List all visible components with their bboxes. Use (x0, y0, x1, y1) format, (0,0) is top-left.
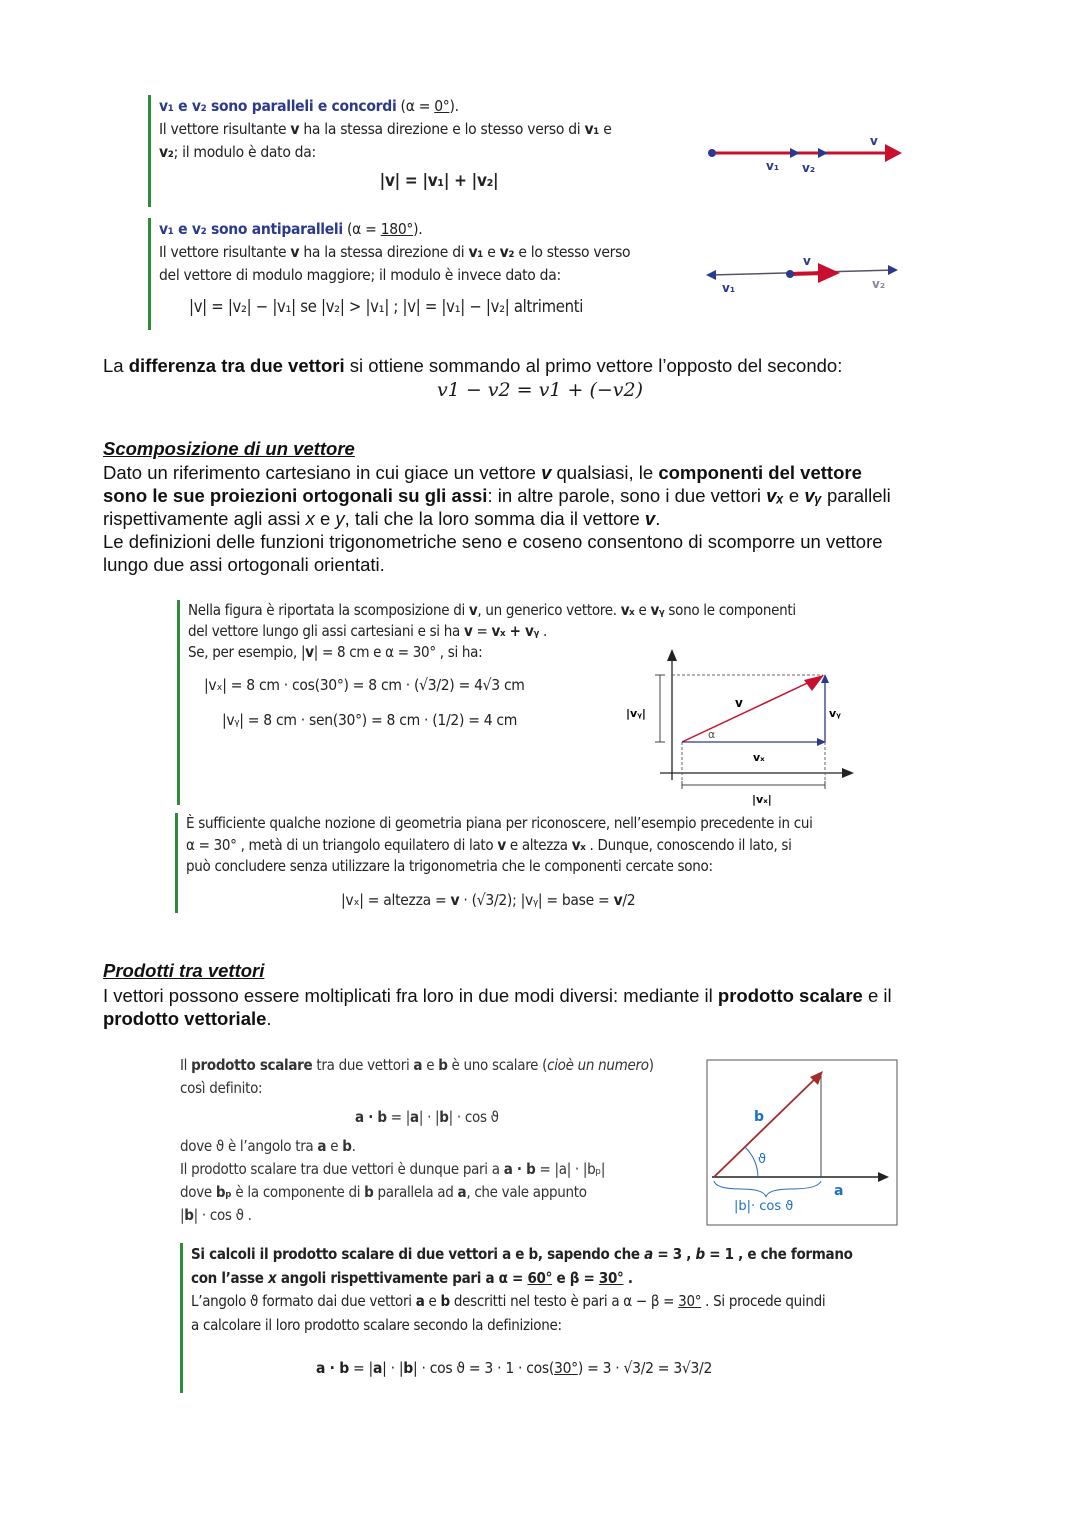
text-segment: ha la stessa direzione e lo stesso verso di (299, 120, 585, 138)
label-projection: |b|· cos ϑ (734, 1199, 794, 1214)
text-segment: parallela ad (373, 1183, 458, 1201)
text-segment: e (326, 1137, 343, 1155)
text-segment: , un generico vettore. (477, 601, 621, 619)
text-segment: 60° (527, 1268, 553, 1287)
label-v: v (870, 134, 878, 148)
text-segment: |v| = |v₁| + |v₂| (379, 171, 499, 191)
label-theta: ϑ (758, 1152, 767, 1167)
label-a: a (834, 1183, 844, 1199)
label-abs-vx: |vₓ| (752, 793, 772, 806)
x-axis-arrow-icon (842, 768, 854, 778)
text-segment: a (410, 1108, 419, 1126)
text-segment: a (413, 1056, 423, 1074)
label-alpha: α (708, 728, 716, 741)
text-segment: prodotto vettoriale (103, 1008, 267, 1029)
text-segment: prodotto scalare (717, 985, 863, 1006)
text-segment: a · b (316, 1359, 349, 1377)
exercise-formula (191, 1357, 891, 1381)
decomposition-diagram (620, 645, 865, 810)
text-segment: Il vettore risultante (159, 243, 291, 261)
text-segment: b (695, 1245, 705, 1263)
text-segment: vᵧ (804, 485, 822, 506)
text-segment: /2 (622, 890, 636, 909)
text-segment: v (290, 120, 300, 138)
origin-dot (786, 270, 794, 278)
text-segment: a (457, 1183, 467, 1201)
text-segment: Il prodotto scalare tra due vettori è dunque pari a (180, 1160, 504, 1178)
text-segment: | · cos ϑ = 3 · 1 · cos( (412, 1359, 554, 1377)
text-segment: 30° (598, 1268, 624, 1287)
vector-v (682, 679, 816, 742)
v2-arrow-icon (818, 148, 828, 158)
difference-formula: v1 − v2 = v1 + (−v2) (436, 379, 644, 401)
text-segment: . (351, 1137, 356, 1155)
parallel-box (148, 95, 719, 207)
text-segment: . Dunque, conoscendo il lato, si (585, 835, 792, 854)
text-segment: 30° (554, 1359, 578, 1377)
antiparallel-heading (159, 218, 719, 241)
products-heading: Prodotti tra vettori (103, 960, 265, 981)
text-segment: rispettivamente agli assi (103, 508, 306, 529)
text-segment: a · b (503, 1160, 536, 1178)
text-segment: = 1 , e che formano (704, 1245, 853, 1263)
text-segment: b (403, 1359, 413, 1377)
text-segment: v (305, 643, 314, 661)
text-segment: . Si procede quindi (701, 1292, 826, 1310)
text-segment: e lo stesso verso (514, 243, 631, 261)
exercise-text (191, 1290, 891, 1314)
text-segment: angoli rispettivamente pari a α = (276, 1268, 528, 1287)
exercise-text (191, 1314, 891, 1338)
text-segment: Se, per esempio, | (188, 643, 306, 661)
text-segment: ). (449, 97, 459, 115)
text-segment: , che vale appunto (466, 1183, 587, 1201)
text-segment: b (184, 1206, 194, 1224)
text-segment: e (422, 1056, 439, 1074)
text-segment: è la componente di (231, 1183, 365, 1201)
text-segment: x (305, 508, 315, 529)
label-v2: v₂ (872, 277, 886, 291)
exercise-box (180, 1243, 891, 1393)
text-segment: è uno scalare ( (447, 1056, 548, 1074)
label-vy: vᵧ (829, 707, 841, 720)
text-segment: vᵧ (650, 601, 665, 619)
origin-dot (708, 149, 716, 157)
text-segment: dove ϑ è l’angolo tra (180, 1137, 318, 1155)
text-segment: b (342, 1137, 352, 1155)
text-segment: b (440, 1292, 450, 1310)
label-b: b (754, 1109, 765, 1125)
text-segment: · (√3/2); |vᵧ| = base = (459, 890, 614, 909)
text-segment: descritti nel testo è pari a α − β = (449, 1292, 679, 1310)
text-segment: vₓ (766, 485, 784, 506)
label-v: v (803, 254, 811, 268)
text-segment: v (468, 601, 478, 619)
definition-formula (180, 1106, 700, 1129)
text-segment: v (613, 890, 623, 909)
text-segment: v₁ (584, 120, 600, 138)
geometry-formula (186, 890, 886, 912)
text-segment: ) (648, 1056, 654, 1074)
text-segment: v₁ e v₂ sono antiparalleli (159, 220, 343, 238)
scalar-product-diagram (706, 1059, 898, 1227)
text-segment: tra due vettori (312, 1056, 414, 1074)
text-segment: a · b (355, 1108, 387, 1126)
text-segment: (α = (396, 97, 435, 115)
text-segment: e (424, 1292, 441, 1310)
text-segment: del vettore di modulo maggiore; il modulo è invece dato da: (159, 266, 561, 284)
text-segment: (α = (342, 220, 381, 238)
text-segment: Il vettore risultante (159, 120, 291, 138)
paragraph-line (103, 484, 891, 507)
parallel-heading (159, 95, 719, 118)
text-segment: e (314, 508, 336, 529)
text-segment: = | (386, 1108, 411, 1126)
antiparallel-box (148, 218, 719, 330)
text-segment: vₓ (620, 601, 635, 619)
text-segment: a calcolare il loro prodotto scalare secondo la definizione: (191, 1315, 562, 1334)
paragraph-line (103, 1007, 892, 1030)
parallel-formula (159, 170, 719, 193)
text-segment: ). (413, 220, 423, 238)
text-segment: 180° (380, 220, 414, 238)
text-segment: . (266, 1008, 272, 1029)
paragraph-line (103, 530, 891, 553)
text-segment: v (463, 622, 473, 640)
text-segment: : in altre parole, sono i due vettori (487, 485, 767, 506)
paragraph-line (103, 553, 891, 576)
label-abs-vy: |vᵧ| (626, 707, 646, 720)
text-segment: componenti del vettore (658, 462, 862, 483)
text-segment: I vettori possono essere moltiplicati fra loro in due modi diversi: mediante il (103, 985, 718, 1006)
text-segment: Dato un riferimento cartesiano in cui giace un vettore (103, 462, 542, 483)
text-segment: x (268, 1268, 277, 1287)
exercise-text (191, 1243, 891, 1267)
example-text (188, 621, 888, 642)
text-segment: | (180, 1206, 185, 1224)
geometry-text (186, 856, 886, 878)
text-segment: |v| = |v₂| − |v₁| se |v₂| > |v₁| ; |v| = |v₁| − |v₂| altrimenti (189, 297, 584, 316)
text-segment: sono le componenti (664, 601, 796, 619)
text-segment: . (539, 622, 547, 640)
text-segment: . (623, 1268, 633, 1287)
text-segment: | · | (418, 1108, 440, 1126)
text-segment: | · cos ϑ . (193, 1206, 252, 1224)
text-segment: 0° (434, 97, 450, 115)
text-segment: dove (180, 1183, 216, 1201)
text-segment: e il (862, 985, 892, 1006)
text-segment: y (335, 508, 345, 529)
text-segment: Il (180, 1056, 192, 1074)
text-segment: b (439, 1108, 449, 1126)
arrow-head-icon (818, 263, 840, 283)
text-segment: È sufficiente qualche nozione di geometria piana per riconoscere, nell’esempio precedente in cui (186, 814, 813, 832)
label-v2: v₂ (802, 161, 816, 175)
text-segment: b (364, 1183, 374, 1201)
text-segment: b (438, 1056, 448, 1074)
text-segment: così definito: (180, 1079, 263, 1097)
text-segment: v (497, 835, 506, 854)
text-segment: La (103, 355, 129, 376)
y-axis-arrow-icon (667, 649, 677, 661)
products-paragraph (103, 984, 892, 1030)
text-segment: v₁ (468, 243, 484, 261)
label-v: v (735, 696, 743, 710)
paragraph-line (103, 507, 891, 530)
text-segment: a (644, 1245, 653, 1263)
definition-text (180, 1054, 700, 1077)
difference-text (103, 354, 842, 377)
geometry-text (186, 835, 886, 857)
text-segment: cioè un numero (547, 1056, 649, 1074)
v2-arrow-icon (888, 265, 898, 275)
text-segment: v (541, 462, 552, 483)
text-segment: = 3 , (652, 1245, 696, 1263)
text-segment: e (783, 485, 805, 506)
text-segment: v₁ e v₂ sono paralleli e concordi (159, 97, 397, 115)
label-v1: v₁ (766, 159, 780, 173)
antiparallel-vectors-diagram (700, 250, 910, 300)
v1-arrow-icon (790, 148, 800, 158)
text-segment: . (655, 508, 661, 529)
text-segment: = | (348, 1359, 373, 1377)
paragraph-line (103, 984, 892, 1007)
exercise-text (191, 1267, 891, 1291)
arrow-head-icon (885, 144, 902, 162)
parallel-vectors-diagram (700, 125, 910, 180)
decomposition-paragraph (103, 461, 891, 576)
text-segment: prodotto scalare (191, 1056, 313, 1074)
text-segment: , tali che la loro somma dia il vettore (344, 508, 645, 529)
text-segment: L’angolo ϑ formato dai due vettori (191, 1292, 416, 1310)
formula-vx: |vₓ| = 8 cm · cos(30°) = 8 cm · (√3/2) = 4√3 cm (204, 676, 525, 694)
text-segment: bₚ (215, 1183, 232, 1201)
scalar-product-definition (180, 1054, 700, 1227)
definition-text (180, 1077, 700, 1100)
paragraph-line (103, 461, 891, 484)
definition-text (180, 1204, 700, 1227)
text-segment: ) = 3 · √3/2 = 3√3/2 (577, 1359, 713, 1377)
text-segment: e (634, 601, 651, 619)
parallel-text (159, 141, 719, 164)
label-vx: vₓ (753, 751, 765, 764)
decomposition-heading: Scomposizione di un vettore (103, 438, 355, 459)
text-segment: v (290, 243, 300, 261)
text-segment: con l’asse (191, 1268, 269, 1287)
text-segment: Nella figura è riportata la scomposizione di (188, 601, 469, 619)
text-segment: 30° (678, 1292, 702, 1310)
text-segment: e β = (552, 1268, 599, 1287)
text-segment: ha la stessa direzione di (299, 243, 469, 261)
text-segment: vₓ (571, 835, 586, 854)
text-segment: e altezza (505, 835, 572, 854)
text-segment: ; il modulo è dato da: (173, 143, 316, 161)
label-v1: v₁ (722, 281, 736, 295)
definition-text (180, 1135, 700, 1158)
example-text (188, 600, 888, 621)
text-segment: | = 8 cm e α = 30° , si ha: (313, 643, 483, 661)
text-segment: | · cos ϑ (448, 1108, 499, 1126)
definition-text (180, 1158, 700, 1181)
antiparallel-text (159, 241, 719, 264)
antiparallel-formula (159, 295, 719, 318)
text-segment: v (450, 890, 460, 909)
text-segment: può concludere senza utilizzare la trigonometria che le componenti cercate sono: (186, 857, 713, 875)
text-segment: = (472, 622, 492, 640)
v1-arrow-icon (706, 270, 716, 280)
definition-text (180, 1181, 700, 1204)
text-segment: v₂ (159, 143, 174, 161)
geometry-box (175, 813, 886, 913)
text-segment: | · | (382, 1359, 404, 1377)
text-segment: a (415, 1292, 425, 1310)
text-segment: e (483, 243, 500, 261)
text-segment: paralleli (821, 485, 891, 506)
text-segment: |vₓ| = altezza = (341, 890, 451, 909)
text-segment: = |a| · |bₚ| (535, 1160, 606, 1178)
formula-vy: |vᵧ| = 8 cm · sen(30°) = 8 cm · (1/2) = 4 cm (222, 711, 518, 729)
text-segment: e (599, 120, 612, 138)
text-segment: sono le sue proiezioni ortogonali su gli assi (103, 485, 488, 506)
text-segment: a (317, 1137, 327, 1155)
text-segment: v₂ (499, 243, 515, 261)
parallel-text (159, 118, 719, 141)
text-segment: α = 30° , metà di un triangolo equilatero di lato (186, 835, 498, 854)
text-segment: qualsiasi, le (551, 462, 659, 483)
text-segment: lungo due assi ortogonali orientati. (103, 554, 385, 575)
text-segment: differenza tra due vettori (128, 355, 345, 376)
text-segment: v (644, 508, 656, 529)
text-segment: del vettore lungo gli assi cartesiani e si ha (188, 622, 464, 640)
text-segment: vₓ + vᵧ (491, 622, 539, 640)
text-segment: Le definizioni delle funzioni trigonometriche seno e coseno consentono di scomporre un vettore (103, 531, 883, 552)
geometry-text (186, 813, 886, 835)
antiparallel-text (159, 264, 719, 287)
text-segment: a (372, 1359, 383, 1377)
text-segment: Si calcoli il prodotto scalare di due vettori a e b, sapendo che (191, 1245, 645, 1263)
text-segment: si ottiene sommando al primo vettore l’opposto del secondo: (344, 355, 843, 376)
